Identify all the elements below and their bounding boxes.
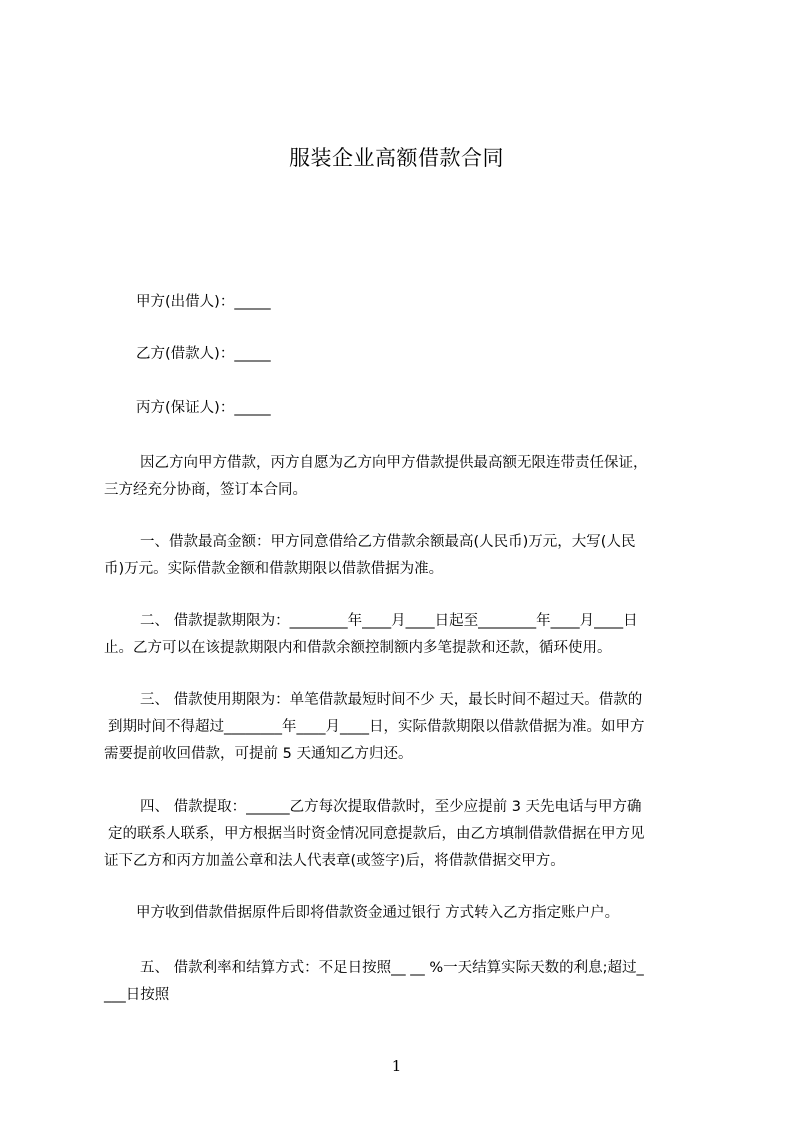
party-c-line: 丙方(保证人)：_____ <box>136 400 271 416</box>
clause-2-line-1: 二、 借款提款期限为：________年____月____日起至________年____月____日 <box>140 613 638 629</box>
clause-1-line-2: 币)万元。实际借款金额和借款期限以借款借据为准。 <box>104 561 444 577</box>
preamble-line-2: 三方经充分协商，签订本合同。 <box>104 482 307 498</box>
clause-4-line-1: 四、 借款提取：______乙方每次提取借款时，至少应提前 3 天先电话与甲方确 <box>140 799 642 815</box>
preamble-line-1: 因乙方向甲方借款，丙方自愿为乙方向甲方借款提供最高额无限连带责任保证， <box>140 455 648 471</box>
clause-4-line-3: 证下乙方和丙方加盖公章和法人代表章(或签字)后，将借款借据交甲方。 <box>104 853 565 869</box>
clause-2-line-2: 止。乙方可以在该提款期限内和借款余额控制额内多笔提款和还款，循环使用。 <box>104 640 612 656</box>
document-title: 服装企业高额借款合同 <box>289 146 504 170</box>
clause-3-line-3: 需要提前收回借款，可提前 5 天通知乙方归还。 <box>104 746 413 762</box>
clause-4-line-2: 定的联系人联系，甲方根据当时资金情况同意提款后，由乙方填制借款借据在甲方见 <box>108 826 645 842</box>
clause-5-line-2: ___日按照 <box>104 987 170 1003</box>
clause-3-line-2: 到期时间不得超过________年____月____日，实际借款期限以借款借据为准。如甲方 <box>108 719 645 735</box>
page-number: 1 <box>391 1057 402 1075</box>
party-a-line: 甲方(出借人)：_____ <box>136 294 271 310</box>
clause-3-line-1: 三、 借款使用期限为：单笔借款最短时间不少 天，最长时间不超过天。借款的 <box>140 692 643 708</box>
clause-1-line-1: 一、借款最高金额：甲方同意借给乙方借款余额最高(人民币)万元，大写(人民 <box>140 534 636 550</box>
transfer-paragraph: 甲方收到借款借据原件后即将借款资金通过银行 方式转入乙方指定账户户。 <box>136 905 620 921</box>
clause-5-line-1: 五、 借款利率和结算方式：不足日按照__ __ %一天结算实际天数的利息;超过_ <box>140 960 644 976</box>
party-b-line: 乙方(借款人)：_____ <box>136 346 271 362</box>
